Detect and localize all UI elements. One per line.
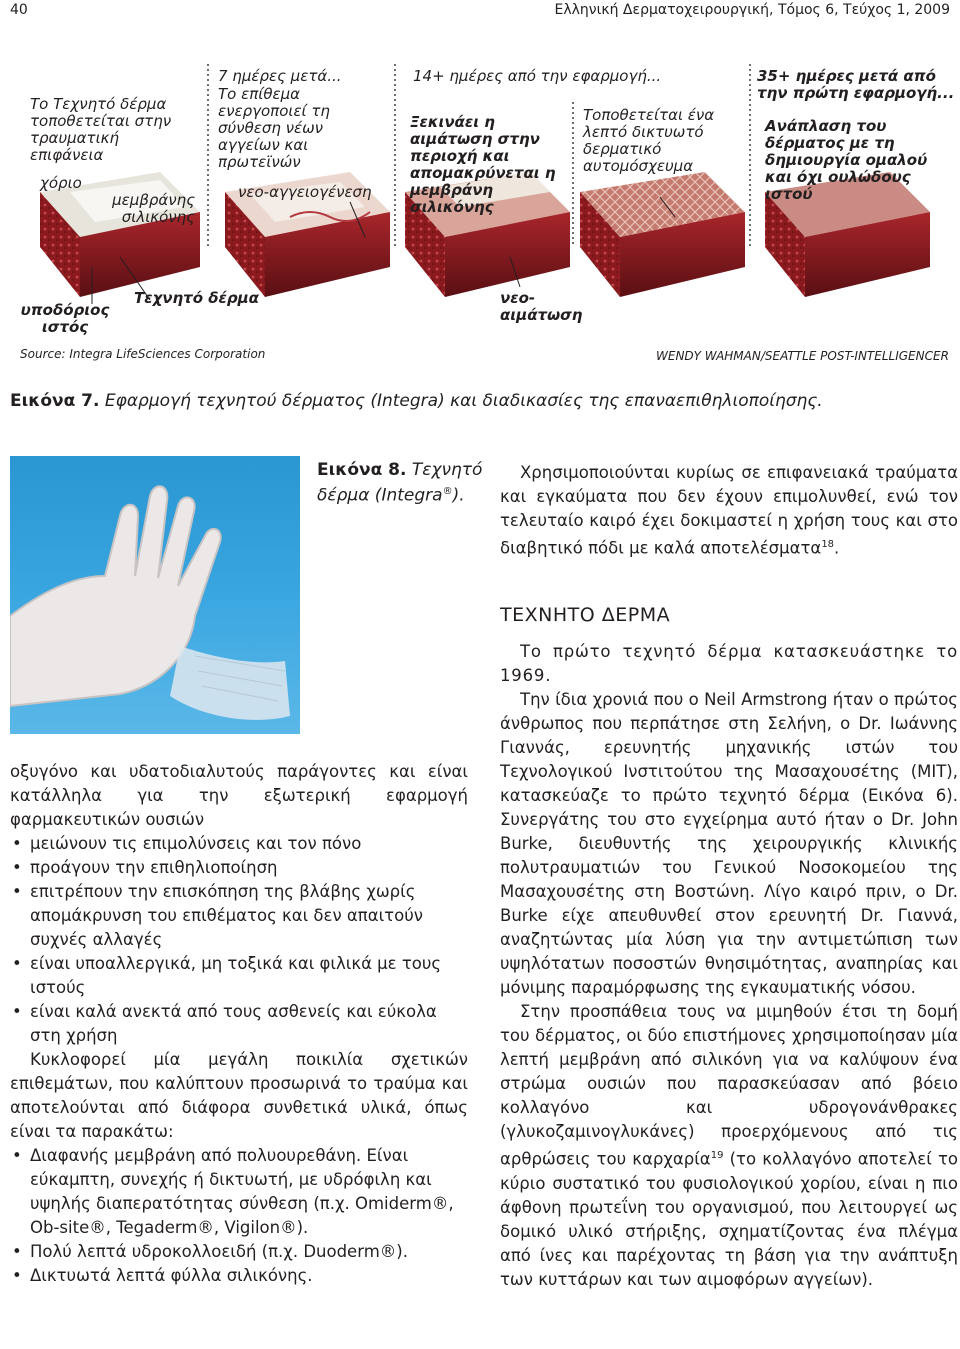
glove-illustration: [10, 456, 300, 734]
right-intro: [500, 461, 958, 561]
page-number: 40: [10, 2, 28, 18]
bullet-4: • είναι υποαλλεργικά, μη τοξικά και φιλικά με τους ιστούς: [10, 952, 468, 1000]
left-column: [10, 760, 468, 1288]
panel-5-subtitle: Ανάπλαση του δέρματος με τη δημιουργία ομαλού και όχι ουλώδους ιστού: [765, 117, 928, 203]
panel-2-title: 7 ημέρες μετά...: [218, 67, 342, 85]
bullet-polyurethane: • Διαφανής μεμβράνη από πολυουρεθάνη. Είναι εύκαμπτη, συνεχής ή δικτυωτή, με υδρόφιλη και υψηλής διαπερατότητας σύνθεση (π.χ. Omiderm®, Ob-site®, Tegaderm®, Vigilon®).: [10, 1144, 468, 1240]
section-p1: Το πρώτο τεχνητό δέρμα κατασκευάστηκε το 1969.: [500, 642, 958, 685]
figure-source-right: WENDY WAHMAN/SEATTLE POST-INTELLIGENCER: [656, 349, 949, 363]
left-intro: οξυγόνο και υδατοδιαλυτούς παράγοντες και είναι κατάλληλα για την εξωτερική εφαρμογή φαρμακευτικών ουσιών: [10, 762, 468, 829]
journal-header: Ελληνική Δερματοχειρουργική, Τόμος 6, Τεύχος 1, 2009: [554, 2, 950, 18]
panel-4-skin: [580, 172, 745, 297]
figure-7-caption: [10, 391, 823, 411]
bullet-5: • είναι καλά ανεκτά από τους ασθενείς και εύκολα στη χρήση: [10, 1000, 468, 1048]
figure-7-caption-label: Εικόνα 7.: [10, 391, 100, 411]
bullet-silicone: • Δικτυωτά λεπτά φύλλα σιλικόνης.: [10, 1264, 468, 1288]
panel-1-label-chorion: χόριο: [40, 174, 82, 192]
label-subcutaneous: υποδόριος ιστός: [20, 301, 110, 336]
ref-18: 18: [821, 539, 835, 550]
label-neovascular: νεο-αιμάτωση: [500, 289, 583, 324]
intro-text: Χρησιμοποιούνται κυρίως σε επιφανειακά τραύματα και εγκαύματα που δεν έχουν επιμολυνθεί, ενώ τον τελευταίο καιρό έχει δοκιμαστεί η χρήση τους και στο διαβητικό πόδι με καλά αποτελέσματα: [500, 463, 958, 558]
figure-8-caption-end: ).: [452, 485, 465, 506]
panel-4-subtitle: Τοποθετείται ένα λεπτό δικτυωτό δερματικό αυτομόσχευμα: [583, 106, 715, 175]
bullet-3: • επιτρέπουν την επισκόπηση της βλάβης χωρίς απομάκρυνση του επιθέματος και δεν απαιτούν συχνές αλλαγές: [10, 880, 468, 952]
section-p3a: Στην προσπάθεια τους να μιμηθούν έτσι τη δομή του δέρματος, οι δύο επιστήμονες χρησιμοποίησαν μία λεπτή μεμβράνη από σιλικόνη για να καλύψουν ένα στρώμα ουσιών που παρασκεύασαν από βόειο κολλαγόνο και υδρογονάνθρακες (γλυκοζαμινογλυκάνες) προερχόμενους από τις αρθρώσεις του καρχαρία: [500, 1002, 958, 1169]
panel-3-title: 14+ ημέρες από την εφαρμογή...: [413, 67, 662, 85]
panel-1-label-silicone: μεμβράνης σιλικόνης: [112, 191, 195, 226]
panel-1-title: Το Τεχνητό δέρμα τοποθετείται στην τραυματική επιφάνεια: [30, 95, 172, 164]
panel-2-label-neoangio: νεο-αγγειογένεση: [238, 183, 372, 201]
figure-8-caption: [317, 459, 487, 507]
section-heading: ΤΕΧΝΗΤΟ ΔΕΡΜΑ: [500, 604, 671, 626]
bullet-1: • μειώνουν τις επιμολύνσεις και τον πόνο: [10, 832, 468, 856]
figure-8-caption-text: Τεχνητό δέρμα (Integra: [317, 460, 483, 506]
label-artificial-skin: Τεχνητό δέρμα: [134, 289, 259, 307]
panel-3-subtitle: Ξεκινάει η αιμάτωση στην περιοχή και απομακρύνεται η μεμβράνη σιλικόνης: [410, 113, 556, 216]
section-p2: Την ίδια χρονιά που ο Neil Armstrong ήταν ο πρώτος άνθρωπος που περπάτησε στη Σελήνη, ο Dr. Ιωάννης Γιαννάς, ερευνητής μηχανικής ιστών του Τεχνολογικού Ινστιτούτου της Μασαχουσέτης (MIT), κατασκεύαζε το πρώτο τεχνητό δέρμα (Εικόνα 6). Συνεργάτης του στο εγχείρημα αυτό ήταν ο Dr. John Burke, διευθυντής της χειρουργικής κλινικής πολυτραυματιών του Γενικού Νοσοκομείου της Μασαχουσέτης στη Βοστώνη. Λίγο καιρό πριν, ο Dr. Burke είχε απευθυνθεί στον ερευνητή Dr. Γιαννά, αναζητώντας μία λύση για την αντιμετώπιση των υψηλότατων ποσοστών θνησιμότητας, αναπηρίας και μόνιμης παραμόρφωσης της εγκαυματικής νόσου.: [500, 690, 958, 997]
panel-2-subtitle: Το επίθεμα ενεργοποιεί τη σύνθεση νέων αγγείων και πρωτεϊνών: [218, 85, 330, 171]
figure-source-left: Source: Integra LifeSciences Corporation: [20, 347, 266, 361]
bullet-2: • προάγουν την επιθηλιοποίηση: [10, 856, 468, 880]
figure-8-caption-label: Εικόνα 8.: [317, 460, 407, 480]
left-para: Κυκλοφορεί μία μεγάλη ποικιλία σχετικών επιθεμάτων, που καλύπτουν προσωρινά το τραύμα και αποτελούνται από διάφορα συνθετικά υλικά, όπως είναι τα παρακάτω:: [10, 1050, 468, 1141]
intro-end: .: [834, 538, 840, 558]
section-p3b: (το κολλαγόνο αποτελεί το κύριο συστατικό του φυσιολογικού χορίου, είναι η πιο άφθονη πρωτεΐνη του οργανισμού, που λειτουργεί ως δομικό υλικό στήριξης, σχηματίζοντας ένα πλέγμα από ίνες και παρέχοντας τη βάση για την ανάπτυξη των κυττάρων και των αιμοφόρων αγγείων).: [500, 1149, 958, 1289]
bullet-hydrocolloid: • Πολύ λεπτά υδροκολλοειδή (π.χ. Duoderm®).: [10, 1240, 468, 1264]
figure-7-caption-text: Εφαρμογή τεχνητού δέρματος (Integra) και διαδικασίες της επαναεπιθηλιοποίησης.: [99, 391, 823, 411]
panel-5-title: 35+ ημέρες μετά από την πρώτη εφαρμογή...: [757, 67, 955, 102]
ref-19: 19: [710, 1150, 724, 1161]
registered-mark: ®: [442, 486, 453, 497]
figure-8-photo: [10, 456, 300, 734]
right-column: [500, 640, 958, 1292]
